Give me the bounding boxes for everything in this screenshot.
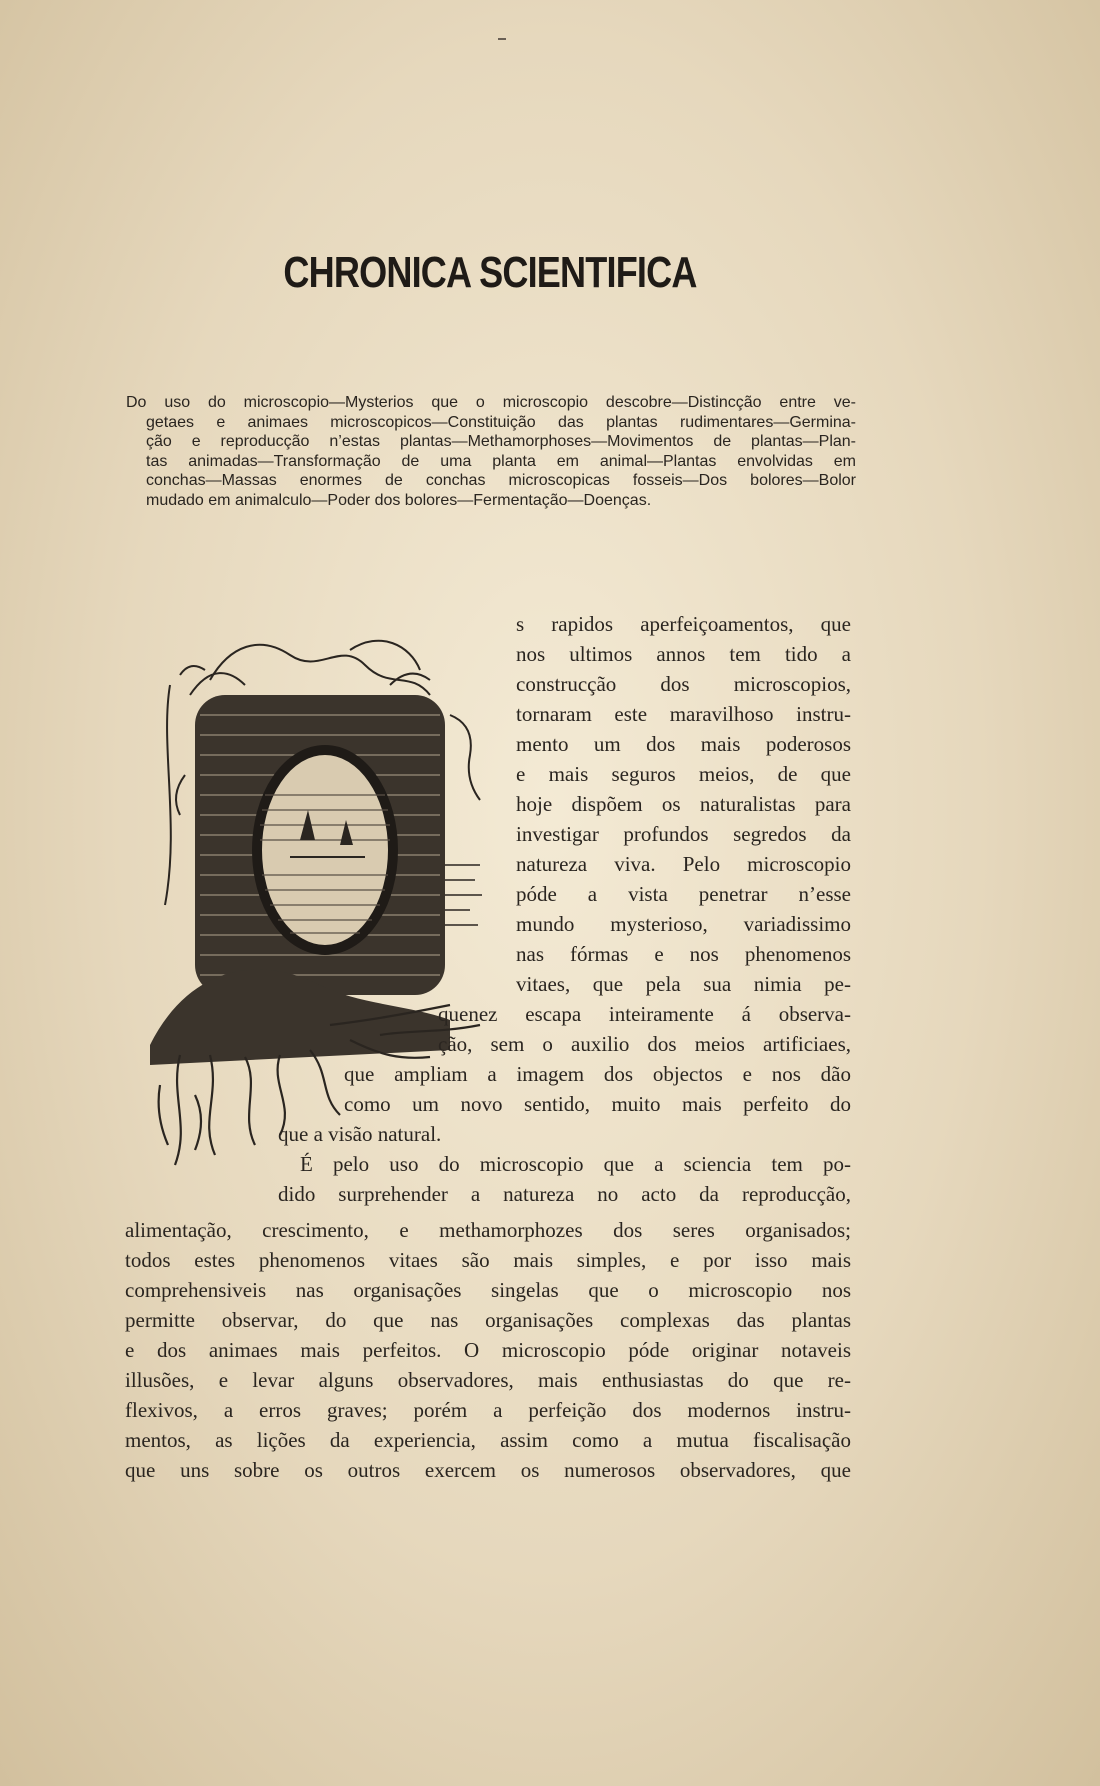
body-line: hoje dispõem os naturalistas para bbox=[516, 792, 851, 816]
body-line: tornaram este maravilhoso instru- bbox=[516, 702, 851, 726]
body-line: póde a vista penetrar n’esse bbox=[516, 882, 851, 906]
body-line: s rapidos aperfeiçoamentos, que bbox=[516, 612, 851, 636]
body-line: construcção dos microscopios, bbox=[516, 672, 851, 696]
body-line: alimentação, crescimento, e methamorphozes dos seres organisados; bbox=[125, 1218, 851, 1242]
page-title: CHRONICA SCIENTIFICA bbox=[283, 248, 697, 297]
body-line: e mais seguros meios, de que bbox=[516, 762, 851, 786]
body-line: É pelo uso do microscopio que a sciencia tem po- bbox=[300, 1152, 851, 1176]
summary-line: ção e reproducção n’estas plantas—Methamorphoses—Movimentos de plantas—Plan- bbox=[146, 433, 856, 450]
body-line: permitte observar, do que nas organisações complexas das plantas bbox=[125, 1308, 851, 1332]
summary-line: Do uso do microscopio—Mysterios que o microscopio descobre—Distincção entre ve- bbox=[126, 394, 856, 411]
summary-line: conchas—Massas enormes de conchas microscopicas fosseis—Dos bolores—Bolor bbox=[146, 472, 856, 489]
body-line: todos estes phenomenos vitaes são mais simples, e por isso mais bbox=[125, 1248, 851, 1272]
body-line: illusões, e levar alguns observadores, mais enthusiastas do que re- bbox=[125, 1368, 851, 1392]
body-line: como um novo sentido, muito mais perfeito do bbox=[344, 1092, 851, 1116]
body-line: nos ultimos annos tem tido a bbox=[516, 642, 851, 666]
body-line: natureza viva. Pelo microscopio bbox=[516, 852, 851, 876]
body-line: ção, sem o auxilio dos meios artificiaes, bbox=[438, 1032, 851, 1056]
body-line: e dos animaes mais perfeitos. O microscopio póde originar notaveis bbox=[125, 1338, 851, 1362]
body-line: quenez escapa inteiramente á observa- bbox=[438, 1002, 851, 1026]
body-line: que ampliam a imagem dos objectos e nos dão bbox=[344, 1062, 851, 1086]
body-line: que a visão natural. bbox=[278, 1122, 442, 1146]
summary-line: mudado em animalculo—Poder dos bolores—Fermentação—Doenças. bbox=[146, 491, 652, 509]
summary-line: getaes e animaes microscopicos—Constituição das plantas rudimentares—Germina- bbox=[146, 413, 856, 431]
body-line: mundo mysterioso, variadissimo bbox=[516, 912, 851, 936]
body-line: comprehensiveis nas organisações singelas que o microscopio nos bbox=[125, 1278, 851, 1302]
body-line: dido surprehender a natureza no acto da reproducção, bbox=[278, 1182, 851, 1206]
body-line: vitaes, que pela sua nimia pe- bbox=[516, 972, 851, 996]
body-line: investigar profundos segredos da bbox=[516, 822, 851, 846]
body-line: que uns sobre os outros exercem os numerosos observadores, que bbox=[125, 1458, 851, 1482]
body-line: mentos, as lições da experiencia, assim como a mutua fiscalisação bbox=[125, 1428, 851, 1452]
body-line: mento um dos mais poderosos bbox=[516, 732, 851, 756]
body-line: flexivos, a erros graves; porém a perfeição dos modernos instru- bbox=[125, 1398, 851, 1422]
summary-line: tas animadas—Transformação de uma planta em animal—Plantas envolvidas em bbox=[146, 452, 856, 470]
body-line: nas fórmas e nos phenomenos bbox=[516, 942, 851, 966]
